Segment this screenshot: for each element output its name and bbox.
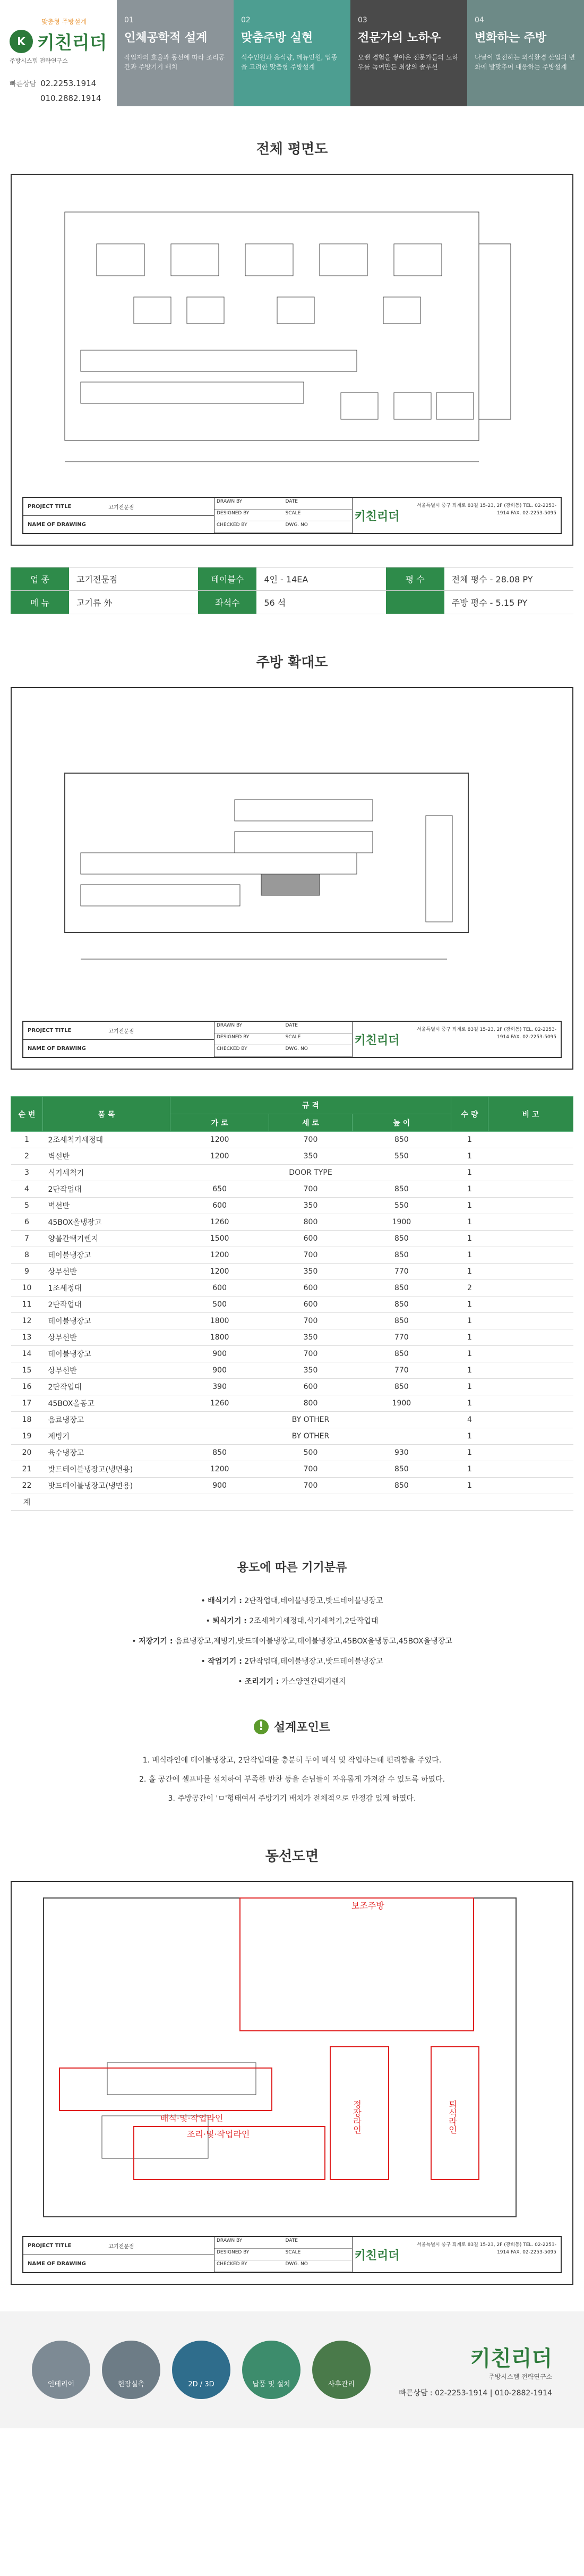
feature-3: 03 전문가의 노하우 오랜 경험을 쌓아온 전문가들의 노하우를 녹여만든 최상의 솔루션	[350, 0, 467, 106]
section-title-kitchen: 주방 확대도	[256, 655, 328, 671]
flow-label-d: 정장라인	[351, 2100, 362, 2134]
usage-item: • 배식기기 : 2단작업대,테이블냉장고,밧드테이블냉장고	[201, 1597, 383, 1605]
kitchen-drawing	[11, 687, 573, 1070]
point-section: ! 설계포인트 1. 배식라인에 테이블냉장고, 2단작업대를 충분히 두어 배식 및 작업하는데 편리함을 주었다. 2. 홀 공간에 셀프바를 설치하여 부족한 반찬 등을 손님들이 자유롭게 가져갈 수 있도록 하였다. 3. 주방공간이 'ㅁ'형태여서 주방기기 배치가 전체적으로 안정감 있게 하였다.	[139, 1720, 445, 1803]
table-row: 21 밧드테이블냉장고(냉면용) 1200 700 850 1	[11, 1461, 573, 1478]
table-row: 2 벽선반 1200 350 550 1	[11, 1148, 573, 1165]
table-row: 계	[11, 1494, 573, 1511]
title-block-logo: 키친리더	[354, 510, 400, 523]
usage-item: • 작업기기 : 2단작업대,테이블냉장고,밧드테이블냉장고	[201, 1657, 383, 1666]
feature-2: 02 맞춤주방 실현 식수인원과 음식량, 메뉴인원, 업종을 고려한 맞춤형 주방설계	[234, 0, 350, 106]
brand-block	[0, 0, 117, 106]
footer-logo: 키친리더 주방시스템 전략연구소 빠른상담 : 02-2253-1914 | 010-2882-1914	[399, 2346, 552, 2397]
flow-label-b: 배식·및·작업라인	[160, 2113, 224, 2123]
title-block: PROJECT TITLE 고기전문점 NAME OF DRAWING DRAWN BY DATE DESIGNED BY SCALE CHECKED BY DWG. NO 키친리더 서울특별시 중구 퇴계로 83길 15-23, 2F (광희동) TEL. 02-2253-1914 FAX. 02-2253-5095	[22, 497, 562, 534]
info-grid: 업 종 고기전문점 테이블수 4인 - 14EA 평 수 전체 평수 - 28.08 PY 메 뉴 고기류 外 좌석수 56 석 주방 평수 - 5.15 PY	[11, 567, 573, 614]
table-row: 22 밧드테이블냉장고(냉면용) 900 700 850 1	[11, 1478, 573, 1494]
header	[0, 0, 584, 106]
table-row: 11 2단작업대 500 600 850 1	[11, 1297, 573, 1313]
flow-label-e: 퇴식라인	[447, 2100, 458, 2134]
table-row: 4 2단작업대 650 700 850 1	[11, 1181, 573, 1198]
phone-1[interactable]: 02.2253.1914	[40, 79, 97, 88]
table-row: 3 식기세척기 DOOR TYPE 1	[11, 1165, 573, 1181]
table-row: 16 2단작업대 390 600 850 1	[11, 1379, 573, 1395]
footer-item-interior[interactable]: 인테리어	[32, 2341, 90, 2399]
logo-subtitle: 주방시스템 전략연구소	[10, 57, 68, 64]
footer-item-measure[interactable]: 현장실측	[102, 2341, 160, 2399]
table-row: 9 상부선반 1200 350 770 1	[11, 1264, 573, 1280]
phone-2[interactable]: 010.2882.1914	[40, 94, 101, 103]
table-row: 10 1조세정대 600 600 850 2	[11, 1280, 573, 1297]
flow-label-a: 보조주방	[351, 1901, 384, 1911]
table-row: 17 45BOX올동고 1260 800 1900 1	[11, 1395, 573, 1412]
feature-1: 01 인체공학적 설계 작업자의 효율과 동선에 따라 조리공간과 주방기기 배치	[117, 0, 234, 106]
logo-text[interactable]: 키친리더	[37, 32, 107, 54]
table-row: 14 테이블냉장고 900 700 850 1	[11, 1346, 573, 1362]
table-row: 6 45BOX올냉장고 1260 800 1900 1	[11, 1214, 573, 1231]
logo-badge: 맞춤형 주방설계	[41, 18, 87, 26]
floor-plan-svg	[12, 180, 572, 499]
usage-item: • 조리기기 : 가스양열간택기렌지	[238, 1677, 346, 1686]
flow-drawing	[11, 1881, 573, 2285]
floor-plan-drawing	[11, 174, 573, 546]
usage-item: • 퇴식기기 : 2조세척기세정대,식기세척기,2단작업대	[205, 1617, 379, 1625]
table-row: 15 상부선반 900 350 770 1	[11, 1362, 573, 1379]
feature-4: 04 변화하는 주방 나날이 발전하는 외식환경 산업의 변화에 발맞추어 대응하는 주방설계	[467, 0, 584, 106]
footer-item-aftercare[interactable]: 사후관리	[312, 2341, 371, 2399]
table-row: 20 육수냉장고 850 500 930 1	[11, 1445, 573, 1461]
footer	[0, 2311, 584, 2428]
table-row: 18 음료냉장고 BY OTHER 4	[11, 1412, 573, 1428]
footer-item-design[interactable]: 2D / 3D	[172, 2341, 230, 2399]
usage-section: 용도에 따른 기기분류 • 배식기기 : 2단작업대,테이블냉장고,밧드테이블냉장고 • 퇴식기기 : 2조세척기세정대,식기세척기,2단작업대 • 저장기기 : 음료냉장고,제빙기,밧드테이블냉장고,테이블냉장고,45BOX올냉동고,45BOX올냉장고 • 작업기기 : 2단작업대,테이블냉장고,밧드테이블냉장고 • 조리기기 : 가스양열간택기렌지	[0, 1548, 584, 1702]
footer-item-install[interactable]: 납품 및 설치	[242, 2341, 300, 2399]
usage-item: • 저장기기 : 음료냉장고,제빙기,밧드테이블냉장고,테이블냉장고,45BOX올냉동고,45BOX올냉장고	[132, 1637, 452, 1646]
table-row: 13 상부선반 1800 350 770 1	[11, 1329, 573, 1346]
logo-icon: K	[10, 30, 33, 53]
section-title-flow: 동선도면	[265, 1849, 319, 1865]
table-row: 7 양불간택기렌지 1500 600 850 1	[11, 1231, 573, 1247]
section-title-plan: 전체 평면도	[256, 141, 328, 157]
equipment-table: 순 번 품 목 규 격 수 량 비 고 가 로 세 로 높 이 1 2조세척기세정대 1200 700 850 1 2 벽선반 1200 350 550 1 3 식기세척기 DOOR TYPE 1 4 2단작업대 650 700 850 1 5 벽선반 600 350 550 1 6 45BOX올냉장고 1260 800 1900 1 7 양불간택기렌지 1500 600 850 1 8 테이블냉장고 1200 700 850 1 9 상부선반 1200 350 770 1 10 1조세정대 600 600 850 2 11 2단작업대 500 600 850 1 12 테이블냉장고 1800 700 850 1 13 상부선반 1800 350 770 1 14 테이블냉장고 900 700 850 1 15 상부선반 900 350 770 1 16 2단작업대 390 600 850 1 17 45BOX올동고 1260 800 1900 1 18 음료냉장고 BY OTHER 4 19 제빙기 BY OTHER 1 20 육수냉장고 850 500 930 1 21 밧드테이블냉장고(냉면용) 1200 700 850 1 22 밧드테이블냉장고(냉면용) 900 700 850 1 계	[11, 1096, 573, 1511]
table-row: 12 테이블냉장고 1800 700 850 1	[11, 1313, 573, 1329]
table-row: 5 벽선반 600 350 550 1	[11, 1198, 573, 1214]
table-row: 8 테이블냉장고 1200 700 850 1	[11, 1247, 573, 1264]
title-block-3: PROJECT TITLE 고기전문점 NAME OF DRAWING DRAWN BY DATE DESIGNED BY SCALE CHECKED BY DWG. NO 키친리더 서울특별시 중구 퇴계로 83길 15-23, 2F (광희동) TEL. 02-2253-1914 FAX. 02-2253-5095	[22, 2236, 562, 2273]
title-block-2: PROJECT TITLE 고기전문점 NAME OF DRAWING DRAWN BY DATE DESIGNED BY SCALE CHECKED BY DWG. NO 키친리더 서울특별시 중구 퇴계로 83길 15-23, 2F (광희동) TEL. 02-2253-1914 FAX. 02-2253-5095	[22, 1021, 562, 1058]
exclamation-icon: !	[254, 1719, 269, 1734]
kitchen-svg	[12, 693, 572, 1012]
contact-info: 빠른상담 02.2253.1914 010.2882.1914	[10, 79, 101, 103]
flow-svg	[12, 1887, 572, 2233]
flow-label-c: 조리·및·작업라인	[187, 2129, 250, 2139]
table-row: 19 제빙기 BY OTHER 1	[11, 1428, 573, 1445]
footer-contact[interactable]: 02-2253-1914 | 010-2882-1914	[435, 2389, 552, 2397]
table-row: 1 2조세척기세정대 1200 700 850 1	[11, 1132, 573, 1148]
